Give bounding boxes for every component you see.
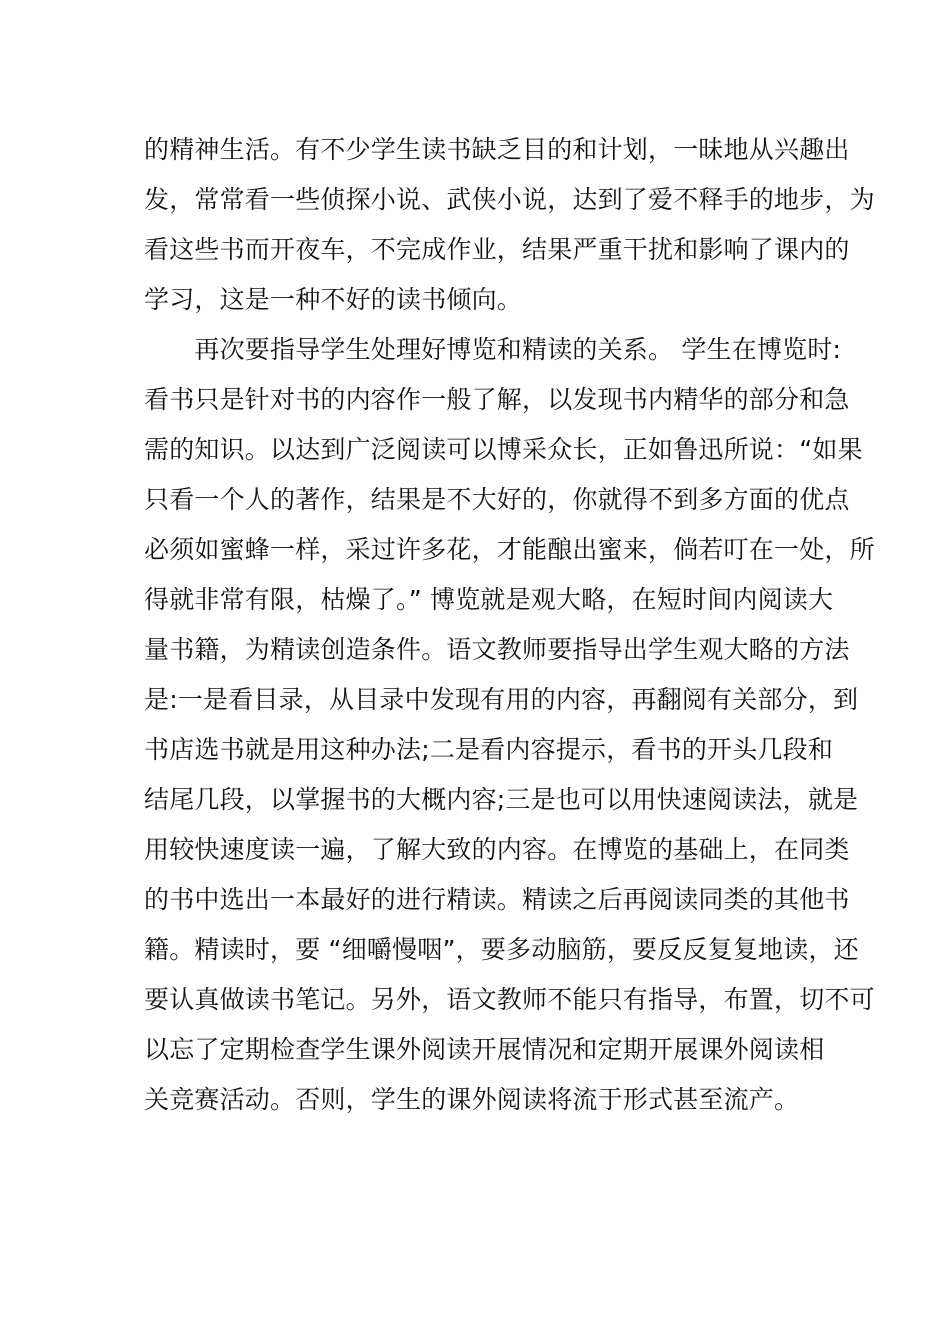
body-text	[144, 125, 875, 1125]
text-line: 用较快速度读一遍，了解大致的内容。在博览的基础上，在同类	[144, 835, 850, 864]
text-line: 再次要指导学生处理好博览和精读的关系。 学生在博览时:	[144, 335, 842, 364]
text-line: 学习，这是一种不好的读书倾向。	[144, 285, 523, 314]
text-line: 籍。精读时，要 “细嚼慢咽”，要多动脑筋，要反反复复地读，还	[144, 935, 859, 964]
text-line: 的精神生活。有不少学生读书缺乏目的和计划，一昧地从兴趣出	[144, 135, 850, 164]
text-line: 结尾几段，以掌握书的大概内容;三是也可以用快速阅读法，就是	[144, 785, 859, 814]
text-line: 要认真做读书笔记。另外，语文教师不能只有指导，布置，切不可	[144, 985, 875, 1014]
text-line: 得就非常有限，枯燥了。” 博览就是观大略，在短时间内阅读大	[144, 585, 834, 614]
text-line: 是:一是看目录，从目录中发现有用的内容，再翻阅有关部分，到	[144, 685, 859, 714]
text-line: 量书籍，为精读创造条件。语文教师要指导出学生观大略的方法	[144, 635, 850, 664]
text-line: 以忘了定期检查学生课外阅读开展情况和定期开展课外阅读相	[144, 1035, 825, 1064]
text-line: 只看一个人的著作，结果是不大好的，你就得不到多方面的优点	[144, 485, 850, 514]
text-line: 看书只是针对书的内容作一般了解，以发现书内精华的部分和急	[144, 385, 850, 414]
text-line: 书店选书就是用这种办法;二是看内容提示，看书的开头几段和	[144, 735, 834, 764]
text-line: 必须如蜜蜂一样，采过许多花，才能酿出蜜来，倘若叮在一处，所	[144, 535, 875, 564]
text-line: 看这些书而开夜车，不完成作业，结果严重干扰和影响了课内的	[144, 235, 850, 264]
text-line: 的书中选出一本最好的进行精读。精读之后再阅读同类的其他书	[144, 885, 850, 914]
text-line: 需的知识。以达到广泛阅读可以博采众长，正如鲁迅所说：“如果	[144, 435, 863, 464]
text-line: 关竞赛活动。否则，学生的课外阅读将流于形式甚至流产。	[144, 1085, 800, 1114]
text-line: 发，常常看一些侦探小说、武侠小说，达到了爱不释手的地步，为	[144, 185, 875, 214]
